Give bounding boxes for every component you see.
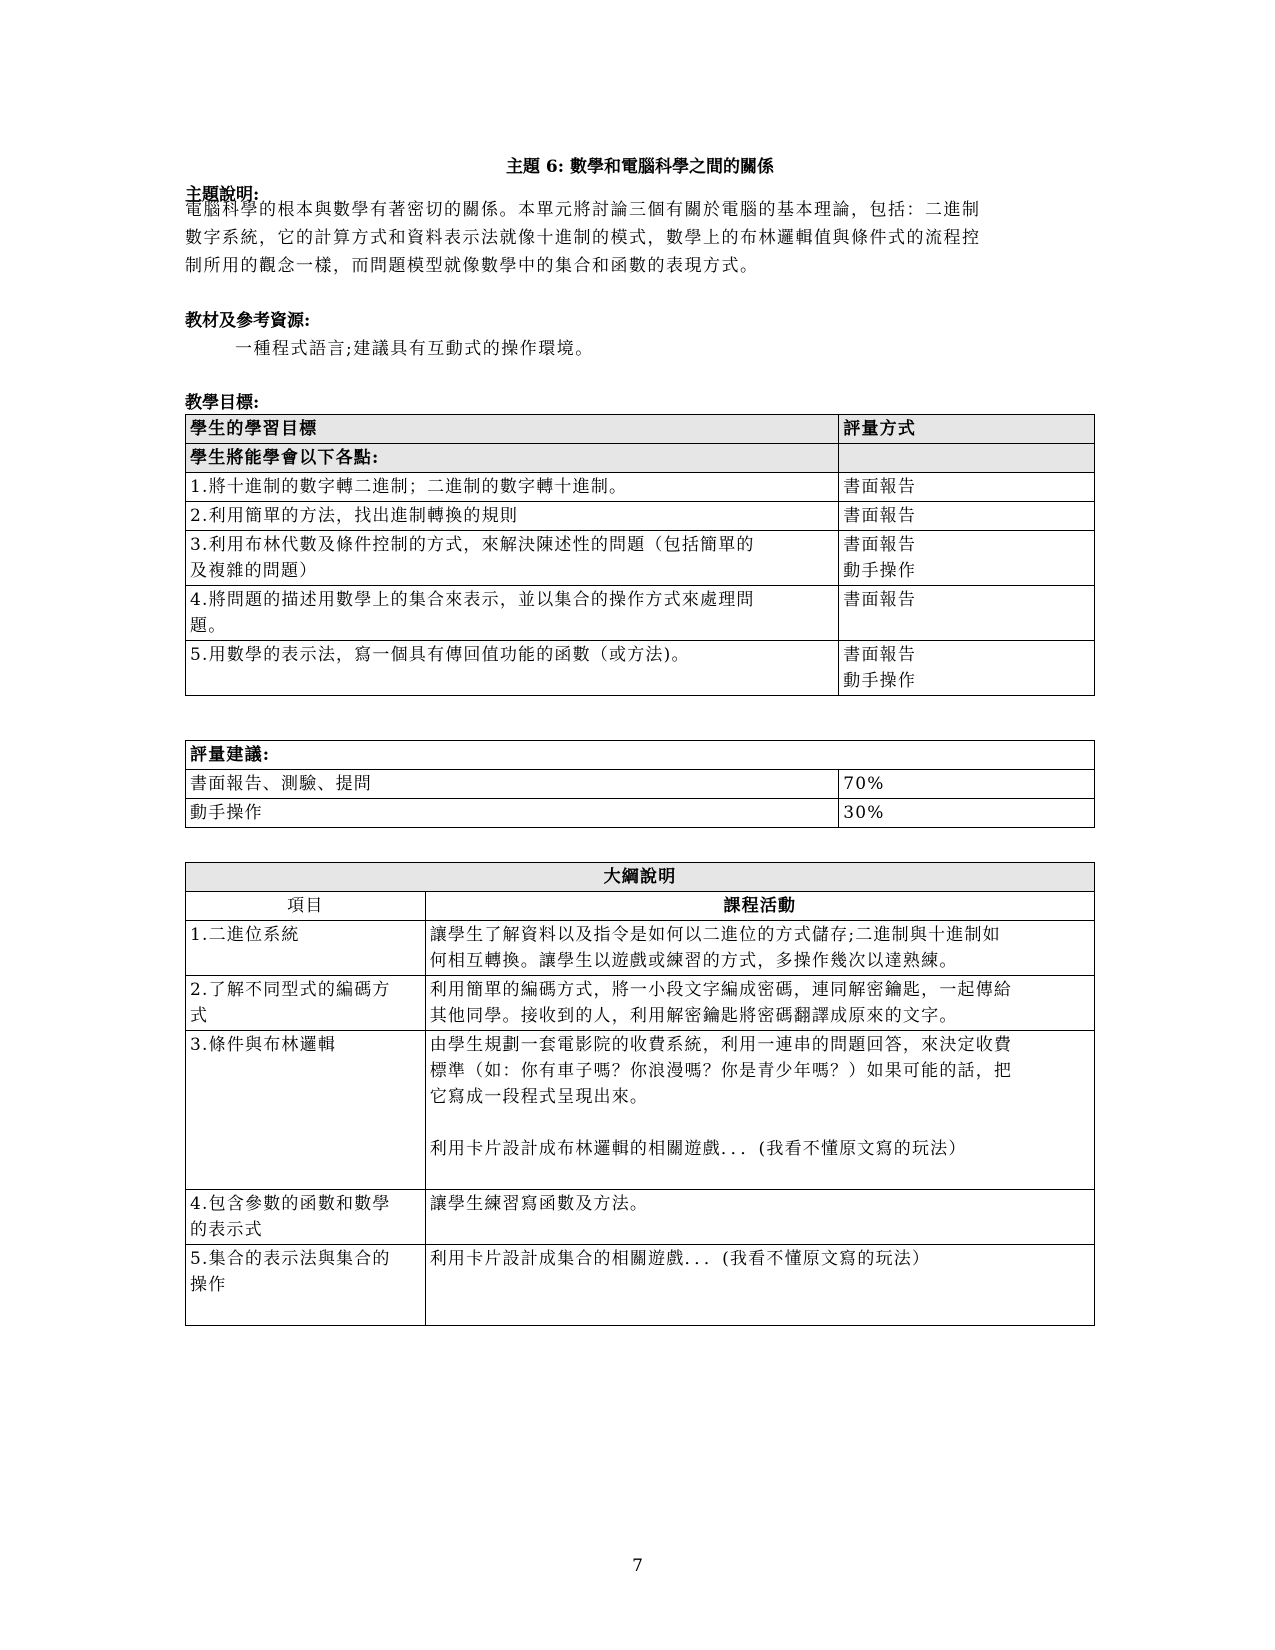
assess-line: 書面報告 [843,477,917,497]
assessment-pct: 30% [839,799,1095,828]
table-header-row [186,892,1095,921]
intro-label: 主題說明: [185,185,260,205]
goal-line: 題。 [190,616,227,636]
table-header-row [186,415,1095,444]
activity-line: 讓學生了解資料以及指令是如何以二進位的方式儲存;二進制與十進制如 [429,925,1001,945]
assess-cell [839,502,1095,531]
item-cell [186,1031,426,1190]
activity-line: 何相互轉換。讓學生以遊戲或練習的方式，多操作幾次以達熟練。 [429,951,958,971]
activity-line: 利用卡片設計成集合的相關遊戲．．．(我看不懂原文寫的玩法） [429,1249,931,1269]
goal-cell [186,586,839,641]
item-cell [186,921,426,976]
assess-line: 書面報告 [843,645,917,665]
table-subheader-row [186,444,1095,473]
item-line: 2.了解不同型式的編碼方 [190,980,391,1000]
item-line: 式 [190,1006,209,1026]
goal-line: 2.利用簡單的方法，找出進制轉換的規則 [190,506,519,526]
intro-line: 數字系統，它的計算方式和資料表示法就像十進制的模式，數學上的布林邏輯值與條件式的流程控 [185,228,981,248]
activity-line: 標準（如：你有車子嗎？你浪漫嗎？你是青少年嗎？）如果可能的話，把 [429,1061,1013,1081]
goal-line: 4.將問題的描述用數學上的集合來表示，並以集合的操作方式來處理問 [190,590,755,610]
goal-cell [186,473,839,502]
item-cell [186,1190,426,1245]
activity-line: 利用卡片設計成布林邏輯的相關遊戲．．．(我看不懂原文寫的玩法） [429,1139,967,1159]
materials-text: 一種程式語言;建議具有互動式的操作環境。 [235,339,594,359]
table-row [186,502,1095,531]
assess-line: 動手操作 [843,671,917,691]
subheader-empty [839,444,1095,473]
item-line: 1.二進位系統 [190,925,300,945]
activity-line: 由學生規劃一套電影院的收費系統，利用一連串的問題回答，來決定收費 [429,1035,1013,1055]
table-row [186,473,1095,502]
item-line: 的表示式 [190,1220,263,1240]
table-row [186,921,1095,976]
page-title: 主題 6: 數學和電腦科學之間的關係 [506,157,774,177]
table-row [186,799,1095,828]
subheader: 學生將能學會以下各點: [186,444,839,473]
table-row [186,586,1095,641]
activity-cell [425,921,1094,976]
activity-cell [425,1245,1094,1326]
goal-line: 及複雜的問題） [190,561,318,581]
activity-cell [425,1031,1094,1190]
assess-cell [839,473,1095,502]
assessment-table [185,740,1095,828]
activity-line: 讓學生練習寫函數及方法。 [429,1194,649,1214]
item-line: 3.條件與布林邏輯 [190,1035,337,1055]
goal-cell [186,502,839,531]
item-cell [186,976,426,1031]
goal-line: 3.利用布林代數及條件控制的方式，來解決陳述性的問題（包括簡單的 [190,535,755,555]
goal-cell [186,531,839,586]
table-row [186,641,1095,696]
outline-table [185,862,1095,1326]
header-assess: 評量方式 [839,415,1095,444]
activity-cell [425,976,1094,1031]
outline-title: 大綱說明 [186,863,1095,892]
table-header-row [186,741,1095,770]
item-line: 5.集合的表示法與集合的 [190,1249,391,1269]
objectives-table [185,414,1095,696]
assessment-item: 書面報告、測驗、提問 [186,770,839,799]
header-item: 項目 [186,892,426,921]
goal-line: 1.將十進制的數字轉二進制；二進制的數字轉十進制。 [190,477,628,497]
assess-cell [839,586,1095,641]
assess-line: 書面報告 [843,506,917,526]
assess-line: 書面報告 [843,590,917,610]
blank-line [430,1110,1090,1136]
objectives-label: 教學目標: [185,393,260,413]
activity-line: 利用簡單的編碼方式，將一小段文字編成密碼，連同解密鑰匙，一起傳給 [429,980,1013,1000]
table-row [186,1031,1095,1190]
table-row [186,770,1095,799]
table-row [186,1245,1095,1326]
activity-cell [425,1190,1094,1245]
goal-cell [186,641,839,696]
table-row [186,531,1095,586]
header-goal: 學生的學習目標 [186,415,839,444]
table-row [186,1190,1095,1245]
item-cell [186,1245,426,1326]
assess-line: 書面報告 [843,535,917,555]
header-activity: 課程活動 [425,892,1094,921]
blank-line [430,1162,1090,1188]
materials-label: 教材及參考資源: [185,311,311,331]
table-title-row [186,863,1095,892]
blank-line [190,1298,421,1324]
activity-line: 其他同學。接收到的人，利用解密鑰匙將密碼翻譯成原來的文字。 [429,1006,958,1026]
page-number: 7 [632,1556,643,1576]
intro-line: 電腦科學的根本與數學有著密切的關係。本單元將討論三個有關於電腦的基本理論，包括：二進制 [185,200,981,220]
assessment-label: 評量建議: [186,741,1095,770]
item-line: 4.包含參數的函數和數學 [190,1194,391,1214]
intro-line: 制所用的觀念一樣，而問題模型就像數學中的集合和函數的表現方式。 [185,256,759,276]
assess-cell [839,641,1095,696]
item-line: 操作 [190,1275,227,1295]
assessment-pct: 70% [839,770,1095,799]
table-row [186,976,1095,1031]
intro-paragraph [185,196,1090,280]
assessment-item: 動手操作 [186,799,839,828]
assess-line: 動手操作 [843,561,917,581]
goal-line: 5.用數學的表示法，寫一個具有傳回值功能的函數（或方法)。 [190,645,690,665]
activity-line: 它寫成一段程式呈現出來。 [429,1087,649,1107]
assess-cell [839,531,1095,586]
